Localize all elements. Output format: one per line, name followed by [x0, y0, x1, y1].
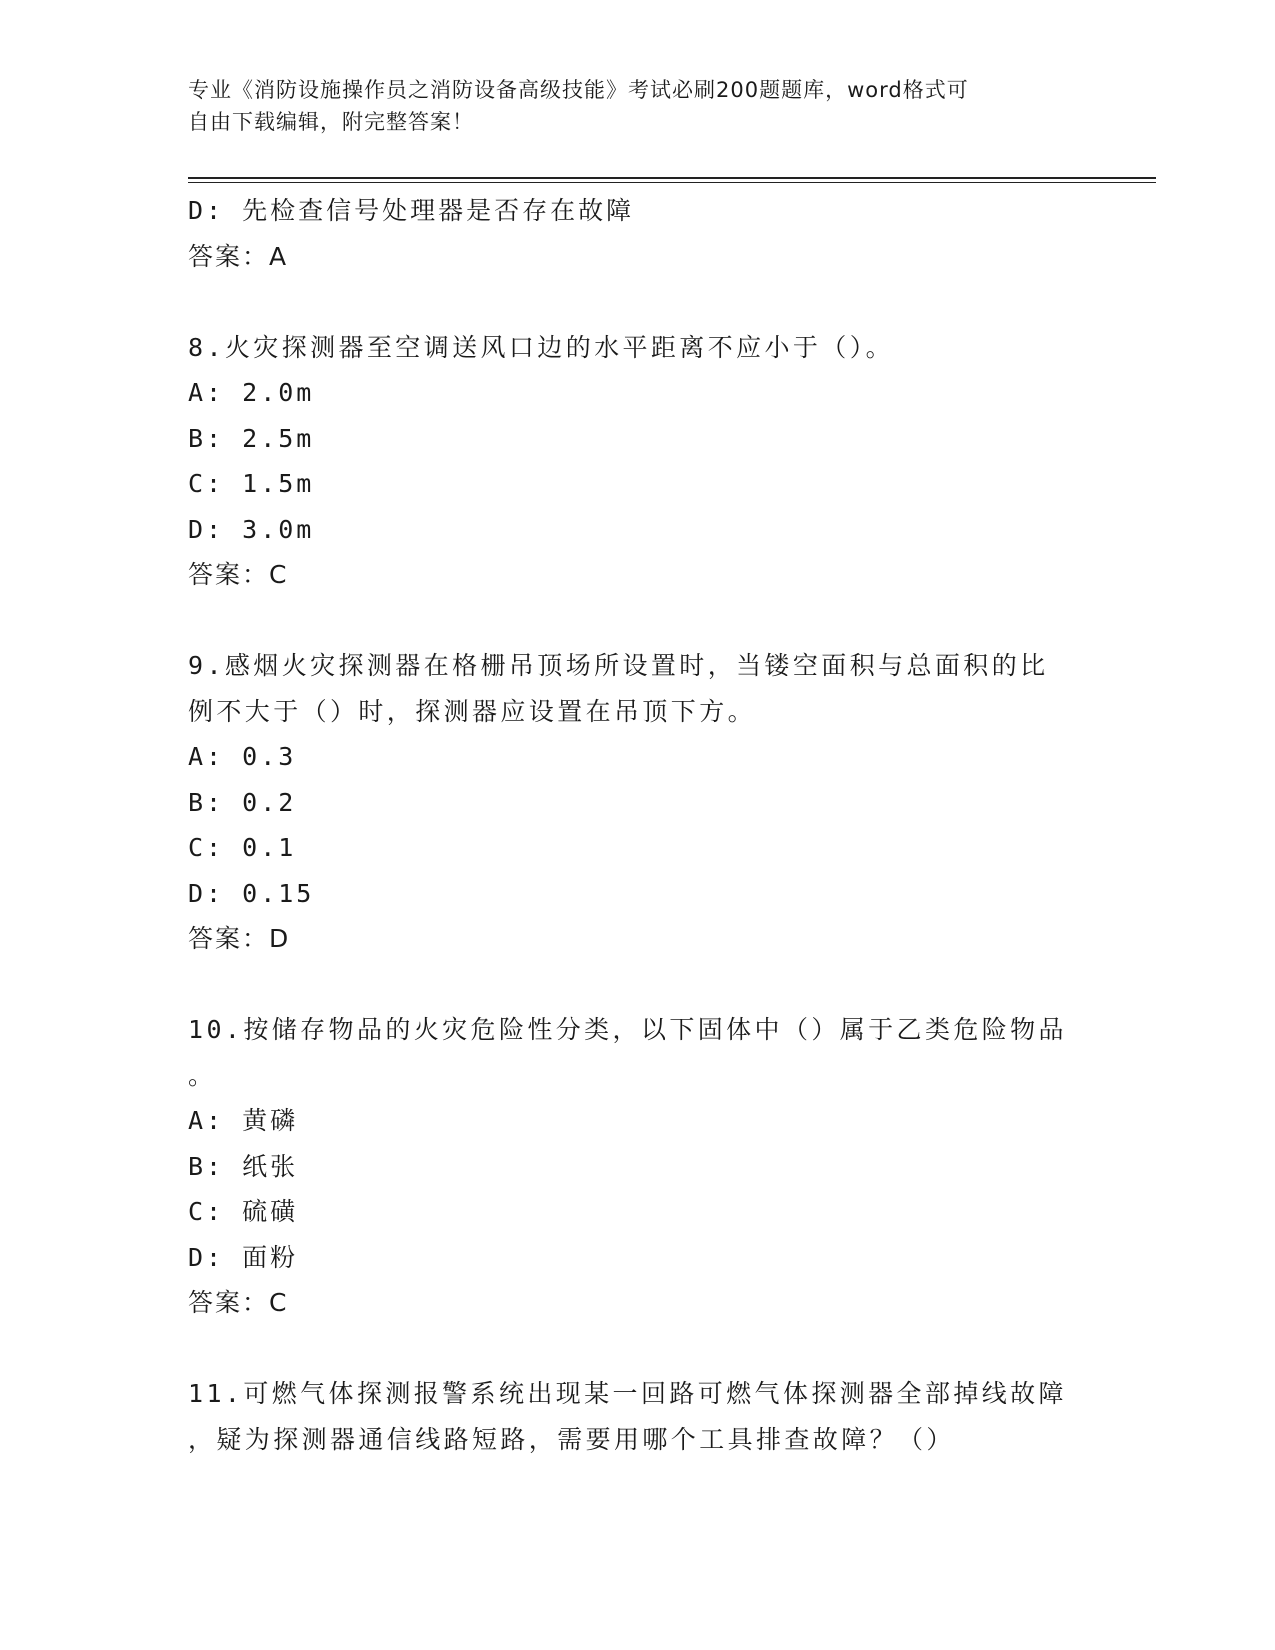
- spacer: [188, 962, 1088, 1008]
- q9-option-d: D: 0.15: [188, 878, 315, 908]
- q10-option-c: C: 硫磺: [188, 1197, 299, 1226]
- q9-option-b: B: 0.2: [188, 787, 297, 817]
- q8-answer: 答案：C: [188, 560, 289, 589]
- q9-option-c: C: 0.1: [188, 833, 297, 862]
- q11-stem-line-1: 11.可燃气体探测报警系统出现某一回路可燃气体探测器全部掉线故障: [188, 1379, 1067, 1408]
- q10-stem-line-1: 10.按储存物品的火灾危险性分类，以下固体中（）属于乙类危险物品: [188, 1015, 1067, 1044]
- q9-stem-line-2: 例不大于（）时，探测器应设置在吊顶下方。: [188, 696, 757, 726]
- q8-stem: 8.火灾探测器至空调送风口边的水平距离不应小于（）。: [188, 332, 895, 362]
- q10-answer: 答案：C: [188, 1288, 289, 1317]
- header-line-2: 自由下载编辑，附完整答案！: [188, 110, 474, 134]
- q10-option-d: D: 面粉: [188, 1242, 299, 1272]
- question-list: [188, 188, 1088, 1462]
- q9-stem-line-1: 9.感烟火灾探测器在格栅吊顶场所设置时，当镂空面积与总面积的比: [188, 651, 1049, 680]
- q8-option-a: A: 2.0m: [188, 378, 315, 407]
- spacer: [188, 598, 1088, 644]
- q10-stem-line-2: 。: [188, 1060, 217, 1090]
- prev-option-d: D: 先检查信号处理器是否存在故障: [188, 196, 635, 225]
- q8-option-d: D: 3.0m: [188, 514, 315, 544]
- q9-answer: 答案：D: [188, 924, 291, 953]
- header-divider-thick: [188, 177, 1156, 179]
- q10-option-b: B: 纸张: [188, 1151, 299, 1181]
- prev-answer: 答案：A: [188, 241, 289, 271]
- q10-option-a: A: 黄磷: [188, 1106, 299, 1135]
- spacer: [188, 1326, 1088, 1372]
- q9-option-a: A: 0.3: [188, 742, 297, 771]
- q8-option-b: B: 2.5m: [188, 423, 315, 453]
- q11-stem-line-2: ，疑为探测器通信线路短路，需要用哪个工具排查故障？（）: [188, 1424, 955, 1454]
- header-divider-thin: [188, 182, 1156, 183]
- header-line-1: 专业《消防设施操作员之消防设备高级技能》考试必刷200题题库，word格式可: [188, 78, 969, 102]
- q8-option-c: C: 1.5m: [188, 469, 315, 498]
- document-header: [188, 74, 1068, 138]
- spacer: [188, 279, 1088, 325]
